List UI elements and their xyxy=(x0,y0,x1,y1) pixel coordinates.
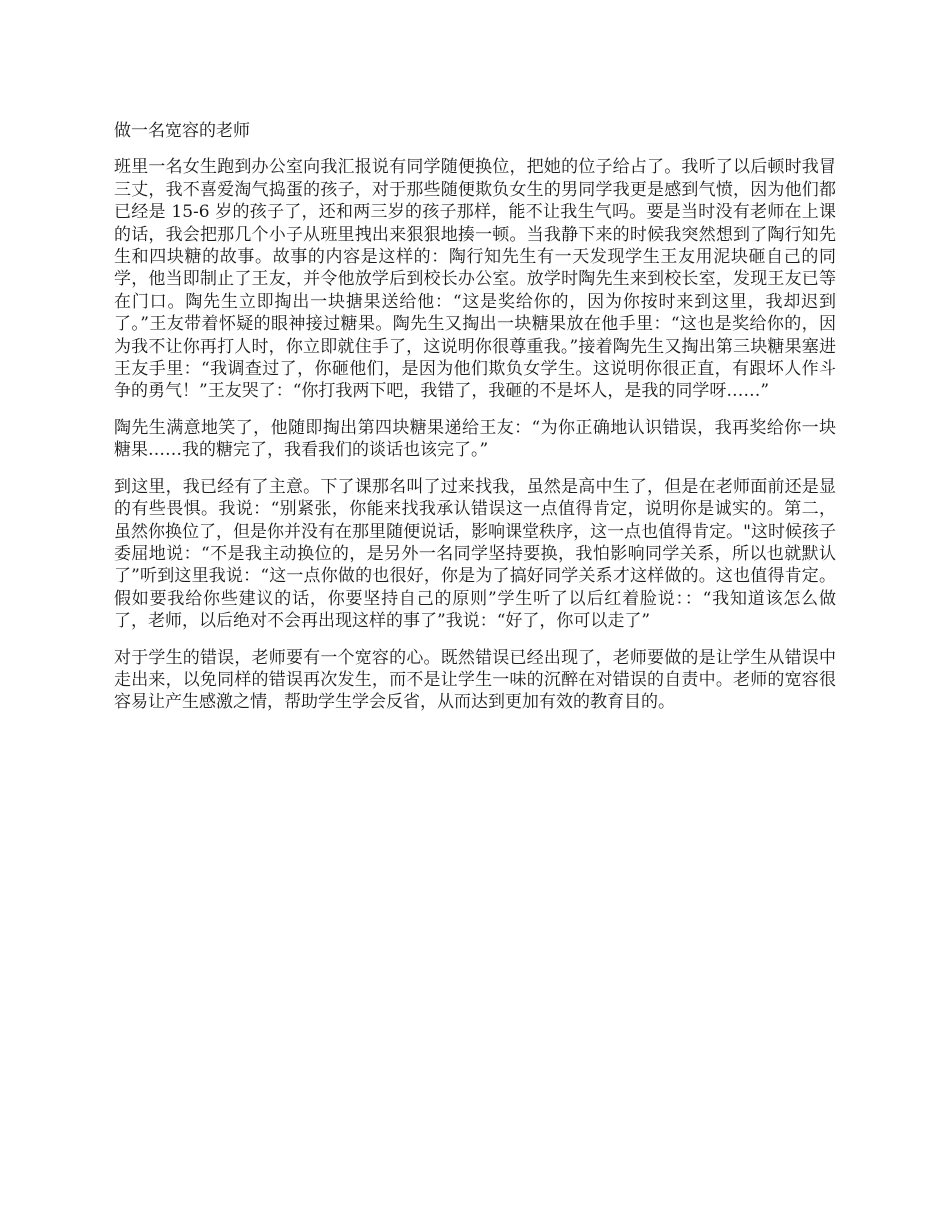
document-title: 做一名宽容的老师 xyxy=(114,121,250,141)
paragraph-fourth-candy: 陶先生满意地笑了，他随即掏出第四块糖果递给王友：“为你正确地认识错误，我再奖给你一块糖果……我的糖完了，我看我们的谈话也该完了。” xyxy=(114,417,836,461)
paragraph-story: 班里一名女生跑到办公室向我汇报说有同学随便换位，把她的位子给占了。我听了以后顿时我冒三丈，我不喜爱淘气捣蛋的孩子，对于那些随便欺负女生的男同学我更是感到气愤，因为他们都已经是 15-6 岁的孩子了，还和两三岁的孩子那样，能不让我生气吗。要是当时没有老师在上课的话，我会把那几个小子从班里拽出来狠狠地揍一顿。当我静下来的时候我突然想到了陶行知先生和四块糖的故事。故事的内容是这样的：陶行知先生有一天发现学生王友用泥块砸自己的同学，他当即制止了王友，并令他放学后到校长办公室。放学时陶先生来到校长室，发现王友已等在门口。陶先生立即掏出一块搪果送给他：“这是奖给你的，因为你按时来到这里，我却迟到了。”王友带着怀疑的眼神接过糖果。陶先生又掏出一块糖果放在他手里：“这也是奖给你的，因为我不让你再打人时，你立即就住手了，这说明你很尊重我。”接着陶先生又掏出第三块糖果塞进王友手里：“我调查过了，你砸他们，是因为他们欺负女学生。这说明你很正直，有跟坏人作斗争的勇气！”王友哭了：“你打我两下吧，我错了，我砸的不是坏人，是我的同学呀……” xyxy=(114,157,836,402)
paragraph-conclusion: 对于学生的错误，老师要有一个宽容的心。既然错误已经出现了，老师要做的是让学生从错误中走出来，以免同样的错误再次发生，而不是让学生一味的沉醉在对错误的自责中。老师的宽容很容易让产生感激之情，帮助学生学会反省，从而达到更加有效的教育目的。 xyxy=(114,647,836,713)
document-page xyxy=(114,120,836,728)
paragraph-conversation: 到这里，我已经有了主意。下了课那名叫了过来找我，虽然是高中生了，但是在老师面前还是显的有些畏惧。我说：“别紧张，你能来找我承认错误这一点值得肯定，说明你是诚实的。第二，虽然你换位了，但是你并没有在那里随便说话，影响课堂秩序，这一点也值得肯定。"这时候孩子委屈地说：“不是我主动换位的，是另外一名同学坚持要换，我怕影响同学关系，所以也就默认了”听到这里我说：“这一点你做的也很好，你是为了搞好同学关系才这样做的。这也值得肯定。假如要我给你些建议的话，你要坚持自己的原则”学生听了以后红着脸说：：“我知道该怎么做了，老师，以后绝对不会再出现这样的事了”我说：“好了，你可以走了” xyxy=(114,476,836,632)
